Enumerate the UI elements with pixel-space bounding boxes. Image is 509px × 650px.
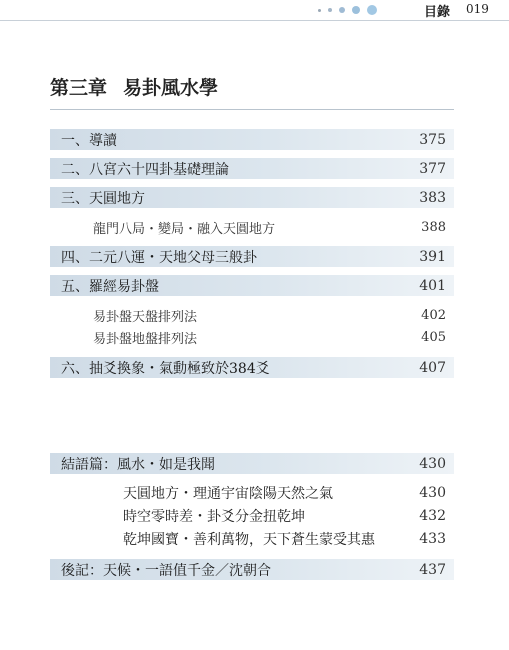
dot-icon [339, 7, 345, 13]
decorative-dots [318, 5, 384, 15]
toc-entry-page: 375 [419, 131, 446, 148]
dot-icon [352, 6, 360, 14]
toc-entry-page: 391 [419, 248, 446, 265]
dot-icon [328, 8, 332, 12]
toc-entry-page: 401 [419, 277, 446, 294]
toc-entry-bagong[interactable] [50, 158, 454, 179]
toc-entry-label: 三、天圓地方 [61, 190, 145, 207]
toc-subentry-shikong[interactable] [50, 506, 454, 525]
header-divider [0, 20, 509, 21]
toc-entry-label: 時空零時差・卦爻分金扭乾坤 [123, 508, 305, 525]
chapter-heading [50, 73, 218, 100]
toc-entry-label: 易卦盤天盤排列法 [93, 310, 198, 325]
toc-subentry-dipan[interactable] [50, 328, 454, 347]
header-page-number: 019 [466, 2, 489, 16]
toc-entry-page: 430 [419, 484, 446, 501]
toc-entry-eryuan[interactable] [50, 246, 454, 267]
page-header [0, 0, 509, 26]
toc-entry-label: 一、導讀 [61, 132, 117, 149]
toc-entry-label: 後記：天候・一語值千金／沈朝合 [61, 562, 271, 579]
toc-entry-label: 六、抽爻換象・氣動極致於384爻 [61, 360, 270, 377]
header-title: 目錄 [424, 5, 451, 20]
toc-entry-label: 結語篇：風水・如是我聞 [61, 456, 215, 473]
toc-entry-chouyao[interactable] [50, 357, 454, 378]
toc-subentry-tianyuan-difang[interactable] [50, 483, 454, 502]
chapter-number: 第三章 [50, 77, 108, 99]
toc-entry-label: 易卦盤地盤排列法 [93, 332, 198, 347]
toc-entry-label: 五、羅經易卦盤 [61, 278, 159, 295]
toc-entry-jieyu[interactable] [50, 453, 454, 474]
toc-entry-label: 二、八宮六十四卦基礎理論 [61, 161, 229, 178]
dot-icon [318, 9, 321, 12]
toc-entry-label: 龍門八局・變局・融入天圓地方 [93, 222, 276, 237]
toc-entry-label: 乾坤國寶・善利萬物，天下蒼生蒙受其惠 [123, 531, 375, 548]
toc-entry-page: 433 [419, 530, 446, 547]
toc-entry-page: 432 [419, 507, 446, 524]
toc-entry-page: 383 [419, 189, 446, 206]
toc-entry-houji[interactable] [50, 559, 454, 580]
toc-entry-page: 405 [421, 330, 446, 345]
toc-entry-page: 377 [419, 160, 446, 177]
dot-icon [367, 5, 377, 15]
toc-entry-page: 407 [419, 359, 446, 376]
chapter-divider [50, 109, 454, 110]
toc-subentry-tianpan[interactable] [50, 306, 454, 325]
toc-entry-page: 437 [419, 561, 446, 578]
toc-subentry-longmen[interactable] [50, 218, 454, 237]
chapter-title: 易卦風水學 [123, 77, 219, 99]
toc-subentry-qiankun[interactable] [50, 529, 454, 548]
toc-entry-page: 388 [421, 220, 446, 235]
toc-entry-daodu[interactable] [50, 129, 454, 150]
toc-entry-tianyuan[interactable] [50, 187, 454, 208]
toc-entry-page: 402 [421, 308, 446, 323]
toc-entry-page: 430 [419, 455, 446, 472]
toc-entry-label: 天圓地方・理通宇宙陰陽天然之氣 [123, 485, 333, 502]
toc-entry-label: 四、二元八運・天地父母三般卦 [61, 249, 257, 266]
toc-entry-luojing[interactable] [50, 275, 454, 296]
